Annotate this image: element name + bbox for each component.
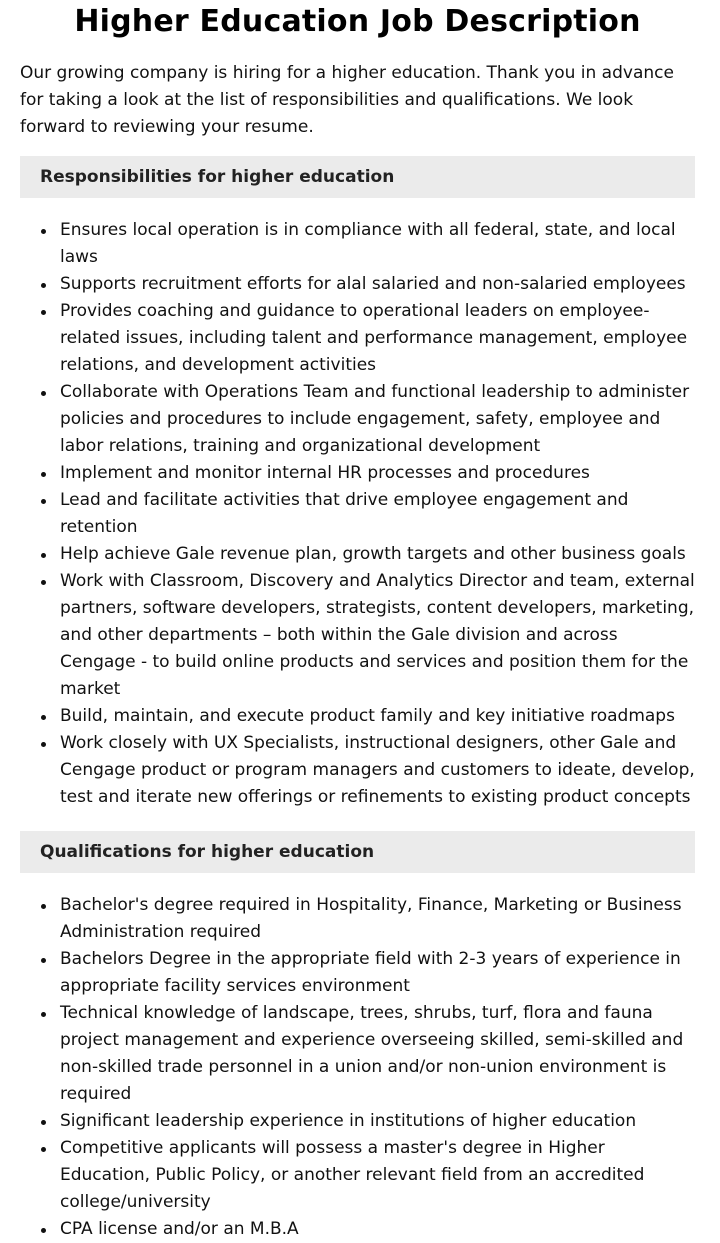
list-item: Build, maintain, and execute product family and key initiative roadmaps <box>20 703 695 730</box>
list-item: Work closely with UX Specialists, instructional designers, other Gale and Cengage product or program managers and customers to ideate, develop, test and iterate new offerings or refinements to existing product concepts <box>20 730 695 811</box>
list-item: Work with Classroom, Discovery and Analytics Director and team, external partners, software developers, strategists, content developers, marketing, and other departments – both within the Gale division and across Cengage - to build online products and services and position them for the market <box>20 568 695 703</box>
list-item: Implement and monitor internal HR processes and procedures <box>20 460 695 487</box>
list-item: Help achieve Gale revenue plan, growth targets and other business goals <box>20 541 695 568</box>
list-item: Technical knowledge of landscape, trees, shrubs, turf, flora and fauna project management and experience overseeing skilled, semi-skilled and non-skilled trade personnel in a union and/or non-union environment is required <box>20 1000 695 1108</box>
job-description-page <box>20 0 695 1243</box>
responsibilities-list <box>20 217 695 811</box>
intro-paragraph: Our growing company is hiring for a higher education. Thank you in advance for taking a look at the list of responsibilities and qualifications. We look forward to reviewing your resume. <box>20 63 674 137</box>
list-item: Collaborate with Operations Team and functional leadership to administer policies and procedures to include engagement, safety, employee and labor relations, training and organizational development <box>20 379 695 460</box>
list-item: Significant leadership experience in institutions of higher education <box>20 1108 695 1135</box>
page-title: Higher Education Job Description <box>74 4 641 39</box>
list-item: Supports recruitment efforts for alal salaried and non-salaried employees <box>20 271 695 298</box>
list-item: Ensures local operation is in compliance with all federal, state, and local laws <box>20 217 695 271</box>
list-item: Bachelor's degree required in Hospitality, Finance, Marketing or Business Administration required <box>20 892 695 946</box>
list-item: Competitive applicants will possess a master's degree in Higher Education, Public Policy, or another relevant field from an accredited college/university <box>20 1135 695 1216</box>
responsibilities-heading: Responsibilities for higher education <box>20 156 695 198</box>
qualifications-list <box>20 892 695 1243</box>
list-item: Provides coaching and guidance to operational leaders on employee-related issues, including talent and performance management, employee relations, and development activities <box>20 298 695 379</box>
list-item: Bachelors Degree in the appropriate field with 2-3 years of experience in appropriate facility services environment <box>20 946 695 1000</box>
qualifications-heading: Qualifications for higher education <box>20 831 695 873</box>
list-item: CPA license and/or an M.B.A <box>20 1216 695 1243</box>
list-item: Lead and facilitate activities that drive employee engagement and retention <box>20 487 695 541</box>
